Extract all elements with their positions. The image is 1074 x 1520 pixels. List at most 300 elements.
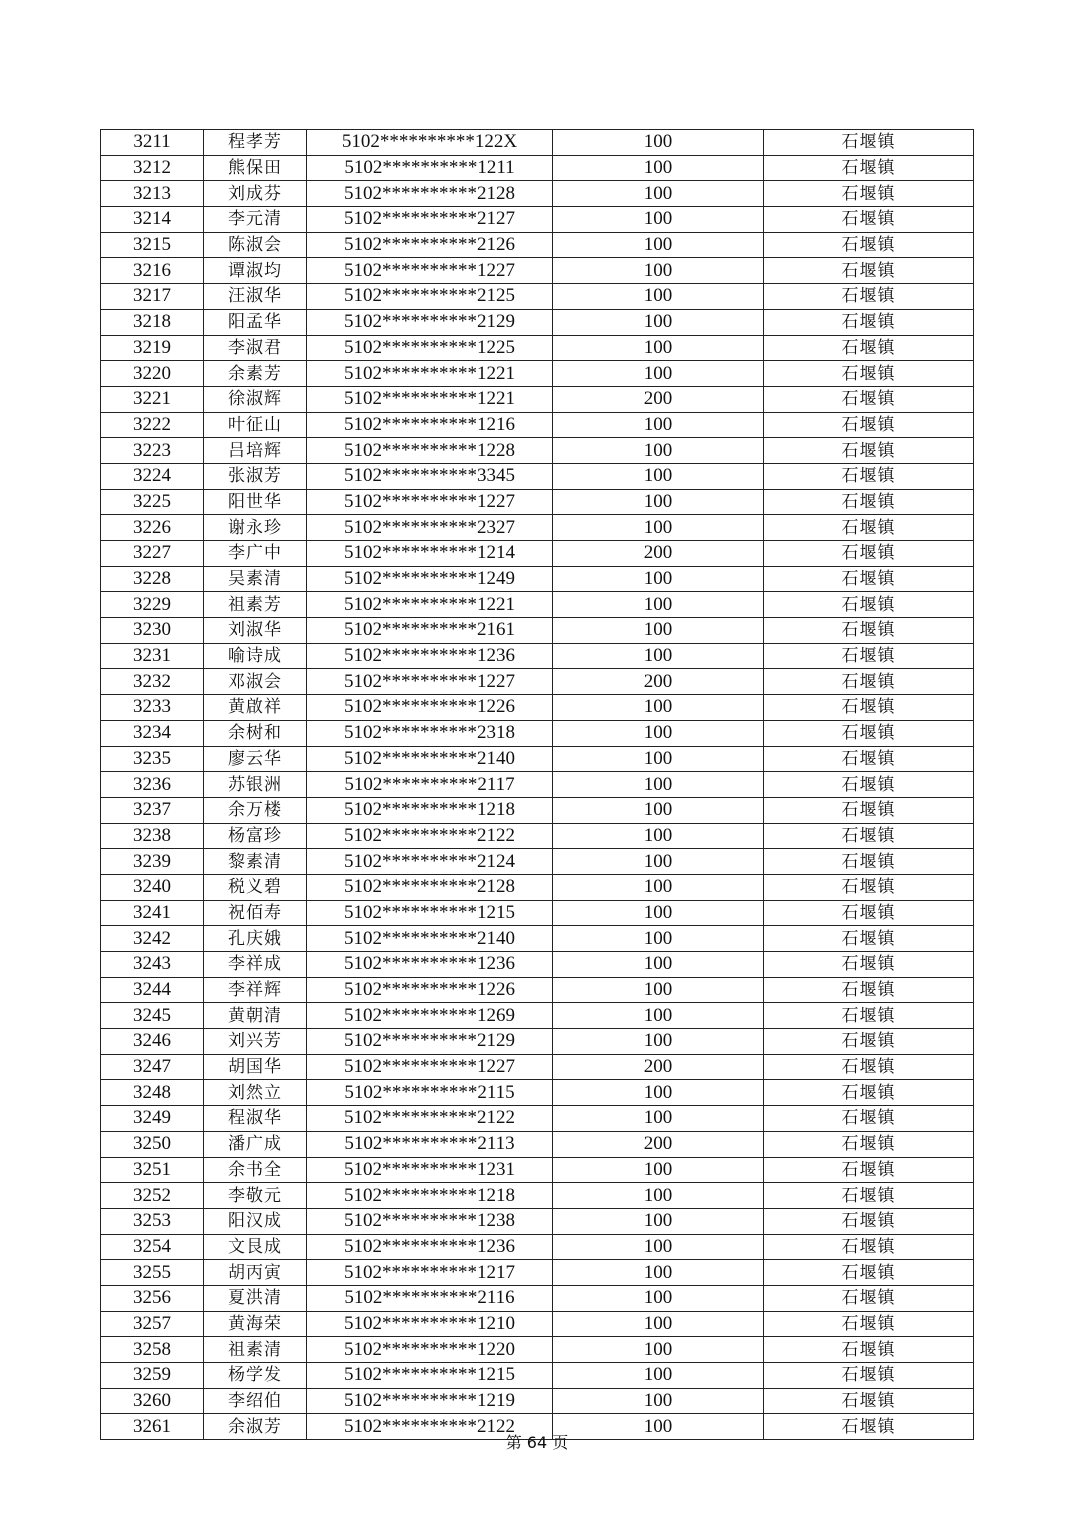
cell-name: 李元清 [204,207,307,233]
cell-amount: 100 [553,1080,764,1106]
cell-town: 石堰镇 [764,926,974,952]
cell-amount: 100 [553,618,764,644]
cell-name: 邓淑会 [204,669,307,695]
cell-id-number: 5102**********2116 [307,1285,553,1311]
table-row [101,1054,974,1080]
cell-town: 石堰镇 [764,489,974,515]
cell-town: 石堰镇 [764,1003,974,1029]
cell-id-number: 5102**********1221 [307,386,553,412]
cell-amount: 100 [553,258,764,284]
cell-amount: 100 [553,952,764,978]
cell-amount: 100 [553,1157,764,1183]
cell-town: 石堰镇 [764,695,974,721]
cell-id-number: 5102**********1211 [307,155,553,181]
cell-id-number: 5102**********1236 [307,1234,553,1260]
cell-seq-number: 3227 [101,541,204,567]
cell-town: 石堰镇 [764,592,974,618]
cell-id-number: 5102**********2140 [307,746,553,772]
cell-town: 石堰镇 [764,1414,974,1440]
cell-id-number: 5102**********1226 [307,977,553,1003]
cell-id-number: 5102**********1236 [307,952,553,978]
cell-amount: 100 [553,130,764,156]
cell-town: 石堰镇 [764,900,974,926]
cell-amount: 100 [553,849,764,875]
cell-seq-number: 3226 [101,515,204,541]
cell-town: 石堰镇 [764,386,974,412]
cell-name: 喻诗成 [204,643,307,669]
cell-name: 刘淑华 [204,618,307,644]
cell-seq-number: 3254 [101,1234,204,1260]
cell-name: 黄朝清 [204,1003,307,1029]
cell-seq-number: 3252 [101,1183,204,1209]
cell-id-number: 5102**********1236 [307,643,553,669]
cell-name: 余万楼 [204,797,307,823]
cell-seq-number: 3239 [101,849,204,875]
cell-id-number: 5102**********122X [307,130,553,156]
cell-id-number: 5102**********2129 [307,1029,553,1055]
cell-seq-number: 3248 [101,1080,204,1106]
cell-seq-number: 3222 [101,412,204,438]
cell-id-number: 5102**********1217 [307,1260,553,1286]
roster-table [100,129,974,1440]
table-row [101,566,974,592]
cell-id-number: 5102**********2117 [307,772,553,798]
table-row [101,412,974,438]
table-row [101,232,974,258]
cell-town: 石堰镇 [764,232,974,258]
table-row [101,1337,974,1363]
cell-amount: 100 [553,1029,764,1055]
cell-amount: 100 [553,515,764,541]
cell-id-number: 5102**********2129 [307,309,553,335]
cell-town: 石堰镇 [764,1054,974,1080]
table-row [101,515,974,541]
cell-name: 余淑芳 [204,1414,307,1440]
cell-name: 李祥辉 [204,977,307,1003]
cell-seq-number: 3233 [101,695,204,721]
table-row [101,463,974,489]
cell-seq-number: 3231 [101,643,204,669]
cell-town: 石堰镇 [764,643,974,669]
cell-amount: 100 [553,155,764,181]
cell-amount: 100 [553,284,764,310]
cell-town: 石堰镇 [764,412,974,438]
cell-id-number: 5102**********1227 [307,489,553,515]
cell-name: 陈淑会 [204,232,307,258]
cell-name: 余树和 [204,720,307,746]
table-row [101,669,974,695]
cell-name: 黄啟祥 [204,695,307,721]
cell-amount: 100 [553,232,764,258]
table-row [101,335,974,361]
cell-seq-number: 3237 [101,797,204,823]
cell-amount: 200 [553,541,764,567]
cell-id-number: 5102**********2161 [307,618,553,644]
cell-town: 石堰镇 [764,258,974,284]
cell-seq-number: 3245 [101,1003,204,1029]
cell-amount: 100 [553,463,764,489]
table-row [101,1311,974,1337]
cell-town: 石堰镇 [764,1183,974,1209]
cell-amount: 100 [553,900,764,926]
cell-name: 阳汉成 [204,1208,307,1234]
cell-town: 石堰镇 [764,849,974,875]
cell-name: 廖云华 [204,746,307,772]
cell-seq-number: 3251 [101,1157,204,1183]
cell-id-number: 5102**********1215 [307,1363,553,1389]
cell-amount: 200 [553,669,764,695]
cell-town: 石堰镇 [764,1080,974,1106]
cell-town: 石堰镇 [764,284,974,310]
cell-seq-number: 3214 [101,207,204,233]
table-row [101,1029,974,1055]
cell-id-number: 5102**********1227 [307,1054,553,1080]
cell-name: 余书全 [204,1157,307,1183]
cell-id-number: 5102**********1225 [307,335,553,361]
cell-seq-number: 3260 [101,1388,204,1414]
cell-amount: 100 [553,746,764,772]
cell-seq-number: 3247 [101,1054,204,1080]
cell-seq-number: 3243 [101,952,204,978]
cell-seq-number: 3250 [101,1131,204,1157]
table-row [101,823,974,849]
cell-name: 祝佰寿 [204,900,307,926]
cell-name: 吴素清 [204,566,307,592]
cell-id-number: 5102**********1214 [307,541,553,567]
cell-name: 李广中 [204,541,307,567]
cell-town: 石堰镇 [764,566,974,592]
cell-seq-number: 3242 [101,926,204,952]
table-row [101,874,974,900]
cell-name: 祖素芳 [204,592,307,618]
cell-town: 石堰镇 [764,1285,974,1311]
cell-town: 石堰镇 [764,309,974,335]
cell-amount: 100 [553,1311,764,1337]
table-row [101,797,974,823]
cell-town: 石堰镇 [764,130,974,156]
cell-amount: 100 [553,1183,764,1209]
cell-amount: 100 [553,181,764,207]
cell-town: 石堰镇 [764,155,974,181]
cell-amount: 100 [553,309,764,335]
cell-seq-number: 3259 [101,1363,204,1389]
table-row [101,592,974,618]
cell-town: 石堰镇 [764,772,974,798]
cell-name: 程淑华 [204,1106,307,1132]
cell-seq-number: 3256 [101,1285,204,1311]
table-row [101,155,974,181]
table-row [101,1285,974,1311]
cell-amount: 100 [553,977,764,1003]
cell-name: 杨富珍 [204,823,307,849]
cell-town: 石堰镇 [764,746,974,772]
cell-name: 潘广成 [204,1131,307,1157]
cell-seq-number: 3258 [101,1337,204,1363]
cell-name: 祖素清 [204,1337,307,1363]
cell-seq-number: 3224 [101,463,204,489]
cell-id-number: 5102**********2115 [307,1080,553,1106]
cell-name: 胡国华 [204,1054,307,1080]
cell-town: 石堰镇 [764,335,974,361]
table-row [101,361,974,387]
cell-seq-number: 3235 [101,746,204,772]
table-row [101,1363,974,1389]
cell-id-number: 5102**********1231 [307,1157,553,1183]
cell-name: 苏银洲 [204,772,307,798]
cell-town: 石堰镇 [764,1029,974,1055]
table-row [101,386,974,412]
cell-id-number: 5102**********1228 [307,438,553,464]
table-row [101,1388,974,1414]
cell-seq-number: 3230 [101,618,204,644]
cell-town: 石堰镇 [764,1388,974,1414]
table-row [101,1080,974,1106]
cell-name: 程孝芳 [204,130,307,156]
cell-name: 阳孟华 [204,309,307,335]
cell-town: 石堰镇 [764,823,974,849]
cell-town: 石堰镇 [764,669,974,695]
cell-seq-number: 3217 [101,284,204,310]
cell-id-number: 5102**********3345 [307,463,553,489]
cell-town: 石堰镇 [764,1106,974,1132]
cell-amount: 100 [553,592,764,618]
cell-name: 李绍伯 [204,1388,307,1414]
cell-id-number: 5102**********2318 [307,720,553,746]
cell-amount: 100 [553,1414,764,1440]
cell-id-number: 5102**********2124 [307,849,553,875]
cell-seq-number: 3218 [101,309,204,335]
cell-id-number: 5102**********2122 [307,1106,553,1132]
table-row [101,258,974,284]
cell-id-number: 5102**********1238 [307,1208,553,1234]
cell-amount: 200 [553,1054,764,1080]
cell-town: 石堰镇 [764,463,974,489]
table-row [101,618,974,644]
cell-id-number: 5102**********1218 [307,1183,553,1209]
cell-town: 石堰镇 [764,1208,974,1234]
cell-amount: 100 [553,1388,764,1414]
cell-seq-number: 3236 [101,772,204,798]
table-row [101,284,974,310]
cell-seq-number: 3240 [101,874,204,900]
cell-amount: 100 [553,1003,764,1029]
cell-name: 谢永珍 [204,515,307,541]
cell-name: 夏洪清 [204,1285,307,1311]
table-row [101,746,974,772]
cell-amount: 100 [553,823,764,849]
cell-amount: 100 [553,1337,764,1363]
roster-body [101,130,974,1440]
cell-id-number: 5102**********2122 [307,1414,553,1440]
table-row [101,1131,974,1157]
cell-seq-number: 3223 [101,438,204,464]
cell-seq-number: 3211 [101,130,204,156]
cell-town: 石堰镇 [764,1363,974,1389]
cell-town: 石堰镇 [764,515,974,541]
cell-town: 石堰镇 [764,1260,974,1286]
cell-amount: 200 [553,1131,764,1157]
cell-town: 石堰镇 [764,720,974,746]
cell-seq-number: 3221 [101,386,204,412]
table-row [101,1003,974,1029]
table-row [101,772,974,798]
cell-name: 徐淑辉 [204,386,307,412]
cell-seq-number: 3212 [101,155,204,181]
table-row [101,977,974,1003]
cell-town: 石堰镇 [764,361,974,387]
table-row [101,1234,974,1260]
cell-name: 税义碧 [204,874,307,900]
table-row [101,181,974,207]
cell-amount: 100 [553,1106,764,1132]
table-row [101,1260,974,1286]
cell-id-number: 5102**********1221 [307,592,553,618]
cell-amount: 100 [553,1260,764,1286]
cell-seq-number: 3249 [101,1106,204,1132]
cell-id-number: 5102**********2128 [307,181,553,207]
table-row [101,1183,974,1209]
cell-town: 石堰镇 [764,438,974,464]
cell-id-number: 5102**********2127 [307,207,553,233]
table-row [101,1106,974,1132]
cell-seq-number: 3234 [101,720,204,746]
cell-seq-number: 3238 [101,823,204,849]
cell-town: 石堰镇 [764,541,974,567]
cell-seq-number: 3253 [101,1208,204,1234]
cell-id-number: 5102**********1220 [307,1337,553,1363]
cell-seq-number: 3261 [101,1414,204,1440]
cell-town: 石堰镇 [764,977,974,1003]
cell-town: 石堰镇 [764,797,974,823]
table-row [101,900,974,926]
cell-name: 李祥成 [204,952,307,978]
cell-seq-number: 3255 [101,1260,204,1286]
cell-town: 石堰镇 [764,952,974,978]
cell-id-number: 5102**********2126 [307,232,553,258]
table-row [101,207,974,233]
cell-seq-number: 3215 [101,232,204,258]
table-row [101,926,974,952]
cell-amount: 100 [553,695,764,721]
page-number: 第 64 页 [505,1433,569,1452]
cell-amount: 100 [553,797,764,823]
table-row [101,1157,974,1183]
cell-amount: 100 [553,1234,764,1260]
cell-town: 石堰镇 [764,1157,974,1183]
cell-town: 石堰镇 [764,1337,974,1363]
cell-id-number: 5102**********1219 [307,1388,553,1414]
table-row [101,489,974,515]
cell-name: 文艮成 [204,1234,307,1260]
cell-seq-number: 3229 [101,592,204,618]
cell-name: 刘然立 [204,1080,307,1106]
cell-id-number: 5102**********1227 [307,258,553,284]
cell-amount: 100 [553,335,764,361]
cell-town: 石堰镇 [764,618,974,644]
cell-town: 石堰镇 [764,181,974,207]
cell-id-number: 5102**********1216 [307,412,553,438]
cell-amount: 100 [553,643,764,669]
cell-name: 杨学发 [204,1363,307,1389]
cell-id-number: 5102**********1215 [307,900,553,926]
cell-amount: 100 [553,207,764,233]
cell-amount: 100 [553,489,764,515]
cell-amount: 100 [553,1285,764,1311]
cell-name: 叶征山 [204,412,307,438]
cell-id-number: 5102**********2128 [307,874,553,900]
cell-id-number: 5102**********1227 [307,669,553,695]
cell-seq-number: 3220 [101,361,204,387]
table-row [101,1208,974,1234]
cell-seq-number: 3228 [101,566,204,592]
cell-name: 汪淑华 [204,284,307,310]
cell-seq-number: 3244 [101,977,204,1003]
table-row [101,720,974,746]
cell-amount: 100 [553,566,764,592]
table-row [101,849,974,875]
cell-seq-number: 3225 [101,489,204,515]
cell-id-number: 5102**********1249 [307,566,553,592]
cell-name: 谭淑均 [204,258,307,284]
cell-seq-number: 3219 [101,335,204,361]
cell-id-number: 5102**********1210 [307,1311,553,1337]
cell-town: 石堰镇 [764,1131,974,1157]
cell-amount: 100 [553,1208,764,1234]
cell-name: 李淑君 [204,335,307,361]
cell-amount: 100 [553,874,764,900]
cell-id-number: 5102**********1269 [307,1003,553,1029]
cell-seq-number: 3246 [101,1029,204,1055]
cell-name: 吕培辉 [204,438,307,464]
table-row [101,438,974,464]
cell-seq-number: 3241 [101,900,204,926]
table-row [101,643,974,669]
cell-amount: 100 [553,1363,764,1389]
cell-seq-number: 3232 [101,669,204,695]
cell-id-number: 5102**********2122 [307,823,553,849]
cell-name: 张淑芳 [204,463,307,489]
cell-id-number: 5102**********1226 [307,695,553,721]
cell-town: 石堰镇 [764,1311,974,1337]
cell-amount: 100 [553,926,764,952]
table-row [101,130,974,156]
cell-id-number: 5102**********2113 [307,1131,553,1157]
cell-town: 石堰镇 [764,874,974,900]
cell-name: 黎素清 [204,849,307,875]
cell-name: 刘兴芳 [204,1029,307,1055]
cell-amount: 100 [553,412,764,438]
cell-amount: 100 [553,772,764,798]
cell-name: 李敬元 [204,1183,307,1209]
cell-name: 黄海荣 [204,1311,307,1337]
cell-id-number: 5102**********2140 [307,926,553,952]
cell-name: 阳世华 [204,489,307,515]
cell-name: 熊保田 [204,155,307,181]
cell-amount: 100 [553,361,764,387]
cell-name: 刘成芬 [204,181,307,207]
cell-town: 石堰镇 [764,207,974,233]
table-row [101,695,974,721]
cell-name: 余素芳 [204,361,307,387]
table-row [101,541,974,567]
cell-seq-number: 3213 [101,181,204,207]
cell-amount: 100 [553,438,764,464]
cell-name: 胡丙寅 [204,1260,307,1286]
cell-amount: 100 [553,720,764,746]
cell-amount: 200 [553,386,764,412]
table-row [101,309,974,335]
cell-id-number: 5102**********1218 [307,797,553,823]
